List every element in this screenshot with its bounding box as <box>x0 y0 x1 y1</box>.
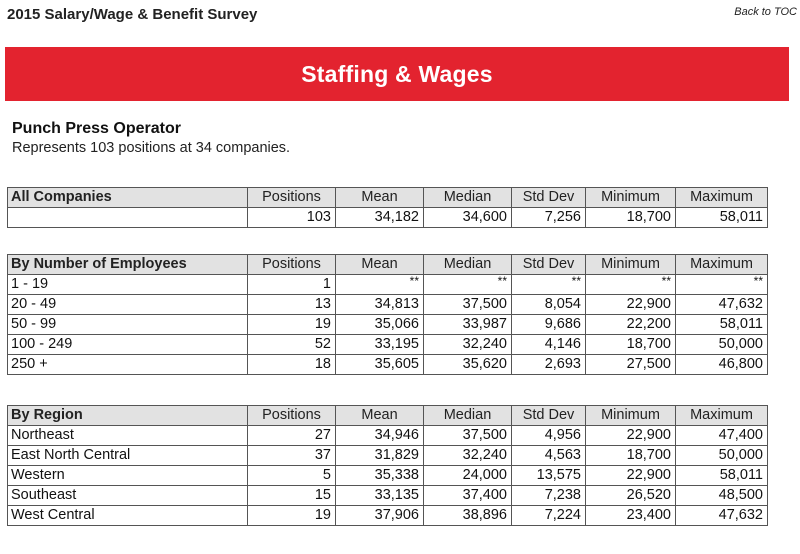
positions-cell: 37 <box>248 446 336 466</box>
column-header-minimum: Minimum <box>586 188 676 208</box>
positions-cell: 19 <box>248 506 336 526</box>
maximum-cell: 58,011 <box>676 208 768 228</box>
minimum-cell: 27,500 <box>586 355 676 375</box>
group-heading: By Number of Employees <box>8 255 248 275</box>
median-cell: 38,896 <box>424 506 512 526</box>
minimum-cell: ** <box>586 275 676 295</box>
std-dev-cell: 7,224 <box>512 506 586 526</box>
document-title: 2015 Salary/Wage & Benefit Survey <box>7 6 258 23</box>
table-row <box>8 355 768 375</box>
row-label: 250 + <box>8 355 248 375</box>
std-dev-cell: 4,563 <box>512 446 586 466</box>
by-employees-table <box>7 254 768 375</box>
maximum-cell: 46,800 <box>676 355 768 375</box>
median-cell: 33,987 <box>424 315 512 335</box>
row-label: Northeast <box>8 426 248 446</box>
minimum-cell: 18,700 <box>586 208 676 228</box>
median-cell: 37,400 <box>424 486 512 506</box>
median-cell: ** <box>424 275 512 295</box>
median-cell: 32,240 <box>424 335 512 355</box>
row-label: West Central <box>8 506 248 526</box>
column-header-mean: Mean <box>336 255 424 275</box>
mean-cell: 35,605 <box>336 355 424 375</box>
section-banner <box>5 47 789 101</box>
mean-cell: 31,829 <box>336 446 424 466</box>
maximum-cell: 48,500 <box>676 486 768 506</box>
table-row <box>8 275 768 295</box>
by-region-table <box>7 405 768 526</box>
median-cell: 32,240 <box>424 446 512 466</box>
row-label: 100 - 249 <box>8 335 248 355</box>
std-dev-cell: 13,575 <box>512 466 586 486</box>
std-dev-cell: 8,054 <box>512 295 586 315</box>
std-dev-cell: 7,256 <box>512 208 586 228</box>
minimum-cell: 18,700 <box>586 335 676 355</box>
maximum-cell: 58,011 <box>676 315 768 335</box>
maximum-cell: 47,632 <box>676 506 768 526</box>
column-header-maximum: Maximum <box>676 406 768 426</box>
job-summary: Represents 103 positions at 34 companies. <box>12 140 291 156</box>
mean-cell: 34,946 <box>336 426 424 446</box>
table-row <box>8 426 768 446</box>
table-row <box>8 335 768 355</box>
median-cell: 35,620 <box>424 355 512 375</box>
table-header-row <box>8 188 768 208</box>
column-header-positions: Positions <box>248 188 336 208</box>
table-header-row <box>8 406 768 426</box>
column-header-std-dev: Std Dev <box>512 406 586 426</box>
std-dev-cell: ** <box>512 275 586 295</box>
table-header-row <box>8 255 768 275</box>
mean-cell: 33,135 <box>336 486 424 506</box>
table-row <box>8 486 768 506</box>
minimum-cell: 22,200 <box>586 315 676 335</box>
row-label <box>8 208 248 228</box>
std-dev-cell: 4,146 <box>512 335 586 355</box>
std-dev-cell: 7,238 <box>512 486 586 506</box>
row-label: Southeast <box>8 486 248 506</box>
minimum-cell: 23,400 <box>586 506 676 526</box>
positions-cell: 27 <box>248 426 336 446</box>
back-to-toc-link[interactable]: Back to TOC <box>734 6 797 18</box>
column-header-median: Median <box>424 255 512 275</box>
positions-cell: 15 <box>248 486 336 506</box>
positions-cell: 103 <box>248 208 336 228</box>
minimum-cell: 22,900 <box>586 426 676 446</box>
positions-cell: 13 <box>248 295 336 315</box>
maximum-cell: 47,632 <box>676 295 768 315</box>
job-title: Punch Press Operator <box>12 120 181 137</box>
column-header-std-dev: Std Dev <box>512 188 586 208</box>
positions-cell: 19 <box>248 315 336 335</box>
maximum-cell: 50,000 <box>676 446 768 466</box>
median-cell: 37,500 <box>424 426 512 446</box>
table-row <box>8 506 768 526</box>
table-row <box>8 208 768 228</box>
row-label: 20 - 49 <box>8 295 248 315</box>
mean-cell: 35,066 <box>336 315 424 335</box>
std-dev-cell: 4,956 <box>512 426 586 446</box>
group-heading: All Companies <box>8 188 248 208</box>
std-dev-cell: 9,686 <box>512 315 586 335</box>
column-header-minimum: Minimum <box>586 255 676 275</box>
row-label: Western <box>8 466 248 486</box>
column-header-mean: Mean <box>336 188 424 208</box>
positions-cell: 5 <box>248 466 336 486</box>
minimum-cell: 26,520 <box>586 486 676 506</box>
mean-cell: 33,195 <box>336 335 424 355</box>
column-header-minimum: Minimum <box>586 406 676 426</box>
minimum-cell: 22,900 <box>586 295 676 315</box>
table-row <box>8 446 768 466</box>
positions-cell: 1 <box>248 275 336 295</box>
median-cell: 24,000 <box>424 466 512 486</box>
maximum-cell: 47,400 <box>676 426 768 446</box>
row-label: 50 - 99 <box>8 315 248 335</box>
median-cell: 34,600 <box>424 208 512 228</box>
minimum-cell: 18,700 <box>586 446 676 466</box>
maximum-cell: 50,000 <box>676 335 768 355</box>
table-row <box>8 466 768 486</box>
minimum-cell: 22,900 <box>586 466 676 486</box>
mean-cell: ** <box>336 275 424 295</box>
column-header-positions: Positions <box>248 406 336 426</box>
column-header-median: Median <box>424 406 512 426</box>
section-title: Staffing & Wages <box>301 60 493 87</box>
mean-cell: 35,338 <box>336 466 424 486</box>
all-companies-table <box>7 187 768 228</box>
row-label: East North Central <box>8 446 248 466</box>
column-header-mean: Mean <box>336 406 424 426</box>
row-label: 1 - 19 <box>8 275 248 295</box>
column-header-maximum: Maximum <box>676 255 768 275</box>
std-dev-cell: 2,693 <box>512 355 586 375</box>
positions-cell: 18 <box>248 355 336 375</box>
maximum-cell: 58,011 <box>676 466 768 486</box>
column-header-maximum: Maximum <box>676 188 768 208</box>
table-row <box>8 315 768 335</box>
column-header-median: Median <box>424 188 512 208</box>
group-heading: By Region <box>8 406 248 426</box>
positions-cell: 52 <box>248 335 336 355</box>
maximum-cell: ** <box>676 275 768 295</box>
mean-cell: 34,182 <box>336 208 424 228</box>
mean-cell: 34,813 <box>336 295 424 315</box>
column-header-positions: Positions <box>248 255 336 275</box>
mean-cell: 37,906 <box>336 506 424 526</box>
median-cell: 37,500 <box>424 295 512 315</box>
table-row <box>8 295 768 315</box>
column-header-std-dev: Std Dev <box>512 255 586 275</box>
